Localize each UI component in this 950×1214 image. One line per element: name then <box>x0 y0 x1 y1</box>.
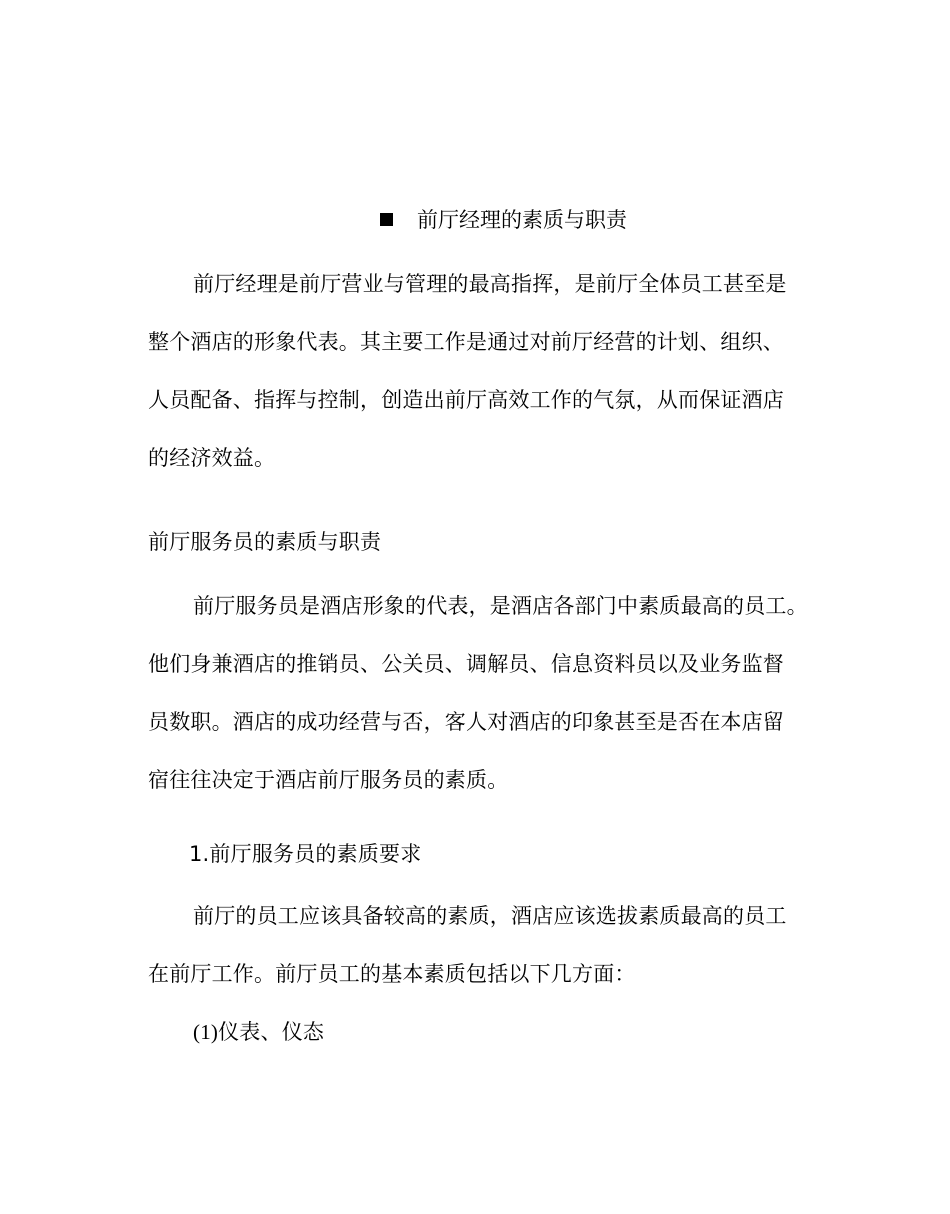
paragraph-line: 员数职。酒店的成功经营与否，客人对酒店的印象甚至是否在本店留 <box>148 710 784 734</box>
square-bullet-icon <box>380 213 393 226</box>
list-item-number: (1) <box>193 1020 219 1044</box>
paragraph-line: 前厅经理是前厅营业与管理的最高指挥，是前厅全体员工甚至是 <box>193 272 787 296</box>
list-item-text: 仪表、仪态 <box>218 1020 325 1044</box>
numbered-heading: 1.前厅服务员的素质要求 <box>189 842 422 866</box>
subheading: 前厅服务员的素质与职责 <box>148 530 382 554</box>
section-title <box>380 206 627 234</box>
paragraph-line: 前厅的员工应该具备较高的素质，酒店应该选拔素质最高的员工 <box>193 904 787 928</box>
paragraph-line: 的经济效益。 <box>148 446 276 470</box>
paragraph-line: 前厅服务员是酒店形象的代表，是酒店各部门中素质最高的员工。 <box>193 594 808 618</box>
list-item <box>193 1018 324 1046</box>
section-title-text: 前厅经理的素质与职责 <box>417 208 627 232</box>
paragraph-line: 人员配备、指挥与控制，创造出前厅高效工作的气氛，从而保证酒店 <box>148 388 784 412</box>
paragraph-line: 整个酒店的形象代表。其主要工作是通过对前厅经营的计划、组织、 <box>148 330 784 354</box>
paragraph-line: 宿往往决定于酒店前厅服务员的素质。 <box>148 768 509 792</box>
paragraph-line: 在前厅工作。前厅员工的基本素质包括以下几方面： <box>148 962 636 986</box>
paragraph-line: 他们身兼酒店的推销员、公关员、调解员、信息资料员以及业务监督 <box>148 652 784 676</box>
